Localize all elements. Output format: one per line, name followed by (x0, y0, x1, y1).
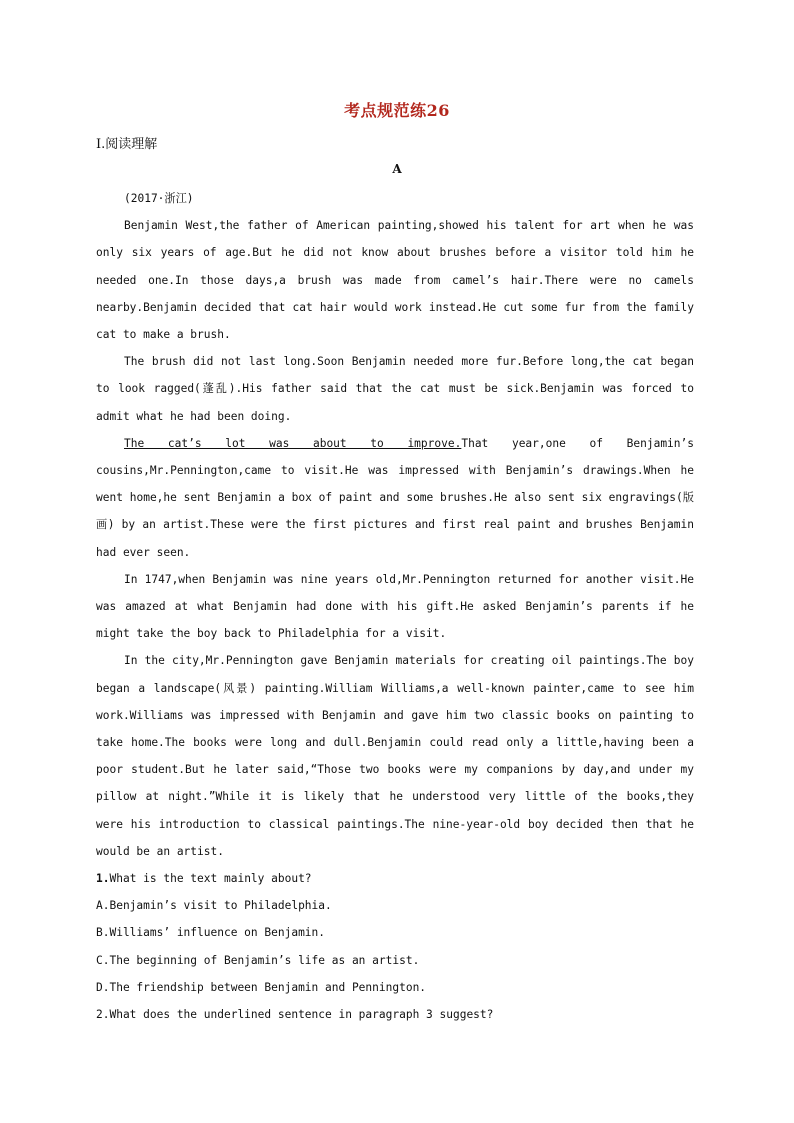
passage-body (96, 185, 694, 1028)
paragraph-3 (96, 430, 694, 566)
question-1-number: 1. (96, 872, 110, 886)
question-2: 2.What does the underlined sentence in paragraph 3 suggest? (96, 1008, 494, 1022)
question-1-option-a: A.Benjamin’s visit to Philadelphia. (96, 899, 332, 913)
question-1-option-b: B.Williams’ influence on Benjamin. (96, 926, 326, 940)
paragraph-3-rest: That year,one of Benjamin’s cousins,Mr.Pennington,came to visit.He was impressed with Benjamin’s drawings.When he went home,he sent Benjamin a box of paint and some brushes.He also sent six engravings(版画) by an artist.These were the first pictures and first real paint and brushes Benjamin had ever seen. (96, 436, 694, 559)
question-1-text: What is the text mainly about? (109, 872, 312, 886)
paragraph-4: In 1747,when Benjamin was nine years old,Mr.Pennington returned for another visit.He was amazed at what Benjamin had done with his gift.He asked Benjamin’s parents if he might take the boy back to Philadelphia for a visit. (96, 572, 694, 641)
paragraph-2: The brush did not last long.Soon Benjamin needed more fur.Before long,the cat began to look ragged(蓬乱).His father said that the cat must be sick.Benjamin was forced to admit what he had been doing. (96, 355, 694, 423)
section-heading: Ⅰ.阅读理解 (96, 137, 158, 152)
underlined-sentence: The cat’s lot was about to improve. (124, 436, 462, 450)
source-line: (2017·浙江) (124, 192, 194, 205)
passage-label: A (392, 162, 402, 176)
paragraph-5: In the city,Mr.Pennington gave Benjamin materials for creating oil paintings.The boy began a landscape(风景) painting.William Williams,a well-known painter,came to see him work.Williams was impressed with Benjamin and gave him two classic books on painting to take home.The books were long and dull.Benjamin could read only a little,having been a poor student.But he later said,“Those two books were my companions by day,and under my pillow at night.”While it is likely that he understood very little of the books,they were his introduction to classical paintings.The nine-year-old boy decided then that he would be an artist. (96, 654, 694, 858)
question-1-option-d: D.The friendship between Benjamin and Pennington. (96, 980, 427, 994)
page-title: 考点规范练26 (344, 101, 450, 120)
question-1 (96, 865, 694, 892)
paragraph-1: Benjamin West,the father of American painting,showed his talent for art when he was only six years of age.But he did not know about brushes before a visitor told him he needed one.In those days,a brush was made from camel’s hair.There were no camels nearby.Benjamin decided that cat hair would work instead.He cut some fur from the family cat to make a brush. (96, 219, 694, 342)
question-1-option-c: C.The beginning of Benjamin’s life as an artist. (96, 953, 420, 967)
